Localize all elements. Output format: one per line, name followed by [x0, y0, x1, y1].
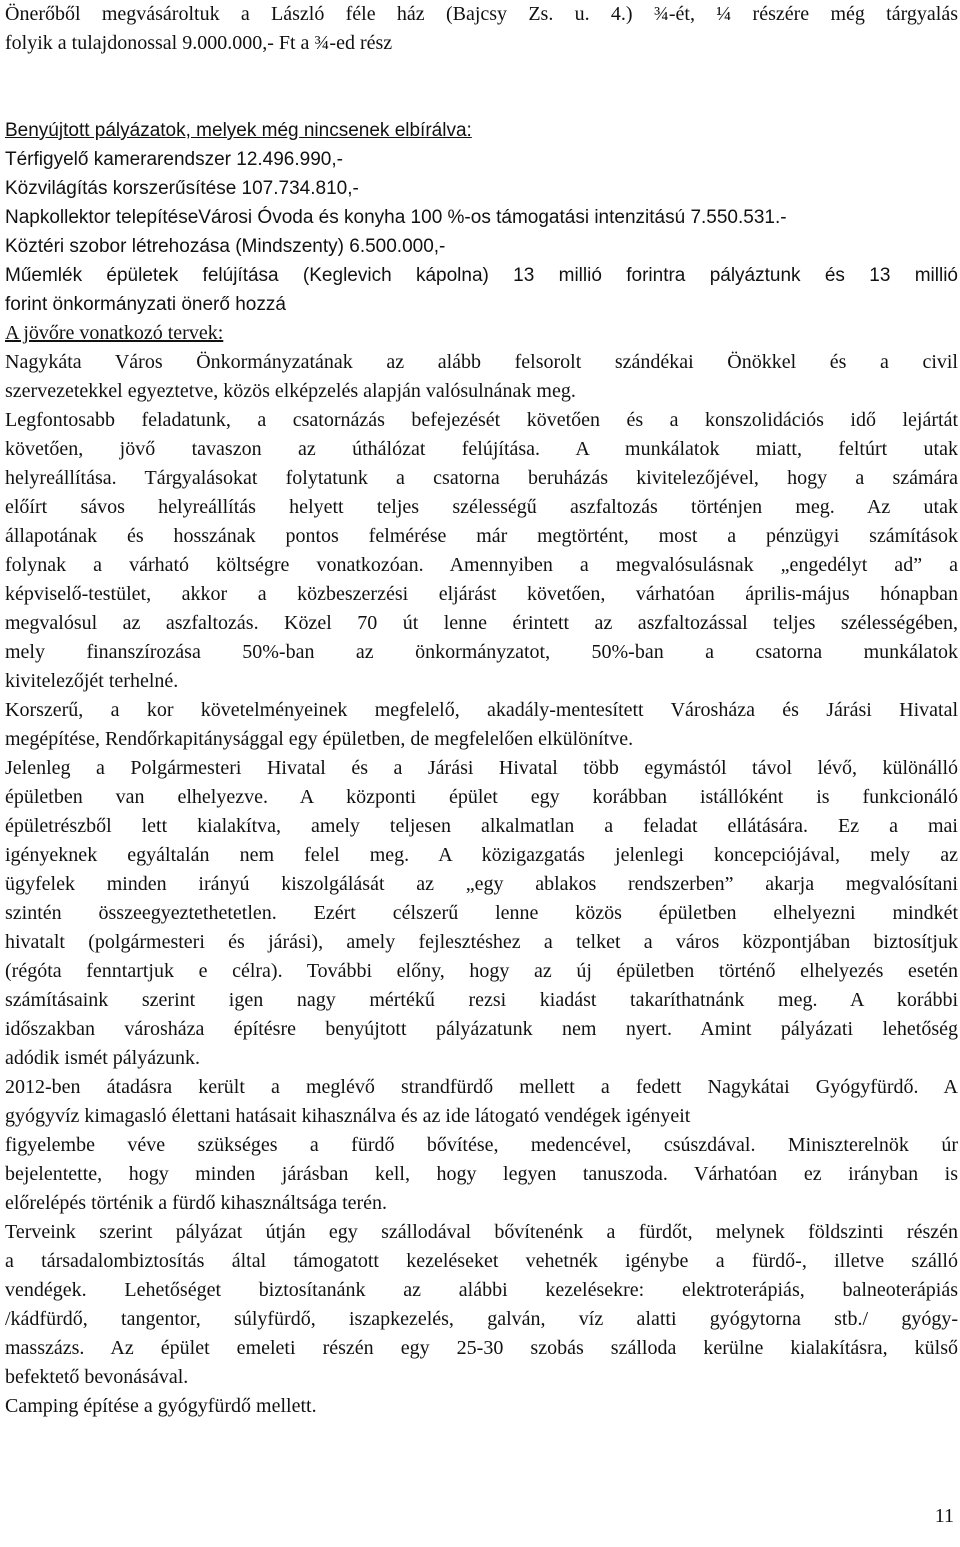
application-item: Térfigyelő kamerarendszer 12.496.990,- [5, 149, 343, 170]
town-hall-paragraph [5, 696, 958, 754]
text-line: folynak a várható költségre vonatkozóan. Amennyiben a megvalósulásnak „engedélyt ad” a [5, 554, 958, 576]
text-line: Legfontosabb feladatunk, a csatornázás befejezését követően és a konszolidációs idő lejártát [5, 409, 958, 431]
text-line: megvalósul az aszfaltozás. Közel 70 út lenne érintett az aszfaltozással teljes szélességében, [5, 612, 958, 634]
future-plans [5, 319, 958, 348]
text-line: Camping építése a gyógyfürdő mellett. [5, 1395, 317, 1417]
text-line: helyreállítása. Tárgyalásokat folytatunk a csatorna beruházás kivitelezőjével, hogy a számára [5, 467, 958, 489]
text-line: ügyfelek minden irányú kiszolgálását az „egy ablakos rendszerben” akarja megvalósítani [5, 873, 958, 895]
application-item: Köztéri szobor létrehozása (Mindszenty) 6.500.000,- [5, 236, 446, 257]
text-line: /kádfürdő, tangentor, súlyfürdő, iszapkezelés, galván, víz alatti gyógytorna stb./ gyógy- [5, 1308, 958, 1330]
text-line: számításaink szerint igen nagy mértékű rezsi kiadást takaríthatnánk meg. A korábbi [5, 989, 958, 1011]
text-line: Nagykáta Város Önkormányzatának az alább felsorolt szándékai Önökkel és a civil [5, 351, 958, 373]
text-line: (régóta fenntartjuk e célra). További előny, hogy az új épületben történő elhelyezés esetén [5, 960, 958, 982]
text-line: Önerőből megvásároltuk a László féle ház (Bajcsy Zs. u. 4.) ¾-ét, ¼ részére még tárgyalás [5, 3, 958, 25]
text-line: a társadalombiztosítás által támogatott kezeléseket vehetnék igénybe a fürdő-, illetve szálló [5, 1250, 958, 1272]
text-line: mely finanszírozása 50%-ban az önkormányzatot, 50%-ban a csatorna munkálatok [5, 641, 958, 663]
application-item: forint önkormányzati önerő hozzá [5, 294, 286, 315]
text-line: adódik ismét pályázunk. [5, 1047, 200, 1069]
camping-paragraph [5, 1392, 958, 1421]
plans-paragraph [5, 348, 958, 406]
text-line: szervezetekkel egyeztetve, közös elképzelés alapján valósulnának meg. [5, 380, 576, 402]
text-line: előrelépés történik a fürdő kihasználtsága terén. [5, 1192, 388, 1214]
text-line: megépítése, Rendőrkapitánysággal egy épületben, de megfelelően elkülönítve. [5, 728, 634, 750]
purchase-note [5, 0, 958, 58]
document-page [5, 0, 958, 1421]
application-item: Napkollektor telepítéseVárosi Óvoda és konyha 100 %-os támogatási intenzitású 7.550.531.- [5, 207, 787, 228]
application-item: Közvilágítás korszerűsítése 107.734.810,- [5, 178, 359, 199]
text-line: masszázs. Az épület emeleti részén egy 25-30 szobás szálloda kerülne kialakításra, külső [5, 1337, 958, 1359]
text-line: vendégek. Lehetőséget biztosítanánk az alábbi kezelésekre: elektroterápiás, balneoterápiás [5, 1279, 958, 1301]
text-line: 2012-ben átadásra került a meglévő strandfürdő mellett a fedett Nagykátai Gyógyfürdő. A [5, 1076, 958, 1098]
text-line: épületben van elhelyezve. A központi épület egy korábban istállóként is funkcionáló [5, 786, 958, 808]
text-line: hivatalt (polgármesteri és járási), amely fejlesztéshez a telket a város központjában biztosítjuk [5, 931, 958, 953]
text-line: bejelentette, hogy minden járásban kell, hogy legyen tanuszoda. Várhatóan ez irányban is [5, 1163, 958, 1185]
application-item: Műemlék épületek felújítása (Keglevich kápolna) 13 millió forintra pályáztunk és 13 millió [5, 265, 958, 286]
text-line: előírt sávos helyreállítás helyett teljes szélességű aszfaltozás történjen meg. Az utak [5, 496, 958, 518]
text-line: Jelenleg a Polgármesteri Hivatal és a Járási Hivatal több egymástól távol lévő, különálló [5, 757, 958, 779]
text-line: gyógyvíz kimagasló élettani hatásait kihasználva és az ide látogató vendégek igényeit [5, 1105, 691, 1127]
text-line: állapotának és hosszának pontos felmérése már megtörtént, most a pénzügyi számítások [5, 525, 958, 547]
text-line: befektető bevonásával. [5, 1366, 189, 1388]
hotel-paragraph [5, 1218, 958, 1392]
plans-heading: A jövőre vonatkozó tervek: [5, 322, 224, 344]
text-line: szintén összeegyeztethetetlen. Ezért célszerű lenne közös épületben elhelyezni mindkét [5, 902, 958, 924]
text-line: folyik a tulajdonossal 9.000.000,- Ft a ¾-ed rész [5, 32, 393, 54]
page-number: 11 [934, 1505, 954, 1527]
text-line: figyelembe véve szükséges a fürdő bővítése, medencével, csúszdával. Miniszterelnök úr [5, 1134, 958, 1156]
spa-paragraph [5, 1073, 958, 1218]
spacer [5, 58, 958, 116]
text-line: időszakban városháza építésre benyújtott pályázatunk nem nyert. Amint pályázati lehetőség [5, 1018, 958, 1040]
text-line: igényeknek egyáltalán nem felel meg. A közigazgatás jelenlegi koncepciójával, mely az [5, 844, 958, 866]
text-line: Terveink szerint pályázat útján egy szállodával bővítenénk a fürdőt, melynek földszinti részén [5, 1221, 958, 1243]
text-line: épületrészből lett kialakítva, amely teljesen alkalmatlan a feladat ellátására. Ez a mai [5, 815, 958, 837]
submitted-applications [5, 116, 958, 319]
text-line: képviselő-testület, akkor a közbeszerzési eljárást követően, várhatóan április-május hónapban [5, 583, 958, 605]
text-line: kivitelezőjét terhelné. [5, 670, 179, 692]
office-paragraph [5, 754, 958, 1073]
text-line: Korszerű, a kor követelményeinek megfelelő, akadály-mentesített Városháza és Járási Hivatal [5, 699, 958, 721]
text-line: követően, jövő tavaszon az úthálózat felújítása. A munkálatok miatt, feltúrt utak [5, 438, 958, 460]
applications-heading: Benyújtott pályázatok, melyek még nincsenek elbírálva: [5, 120, 472, 141]
roads-paragraph [5, 406, 958, 696]
